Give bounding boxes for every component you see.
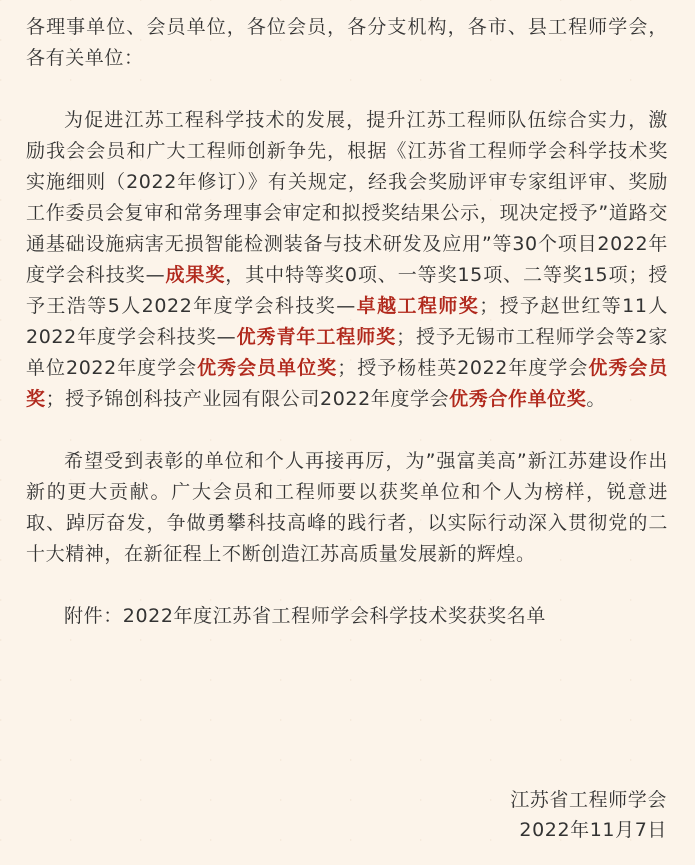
- award-partner-unit: 优秀合作单位奖: [449, 388, 587, 410]
- award-text-1: 为促进江苏工程科学技术的发展，提升江苏工程师队伍综合实力，激励我会会员和广大工程师创新争先，根据《江苏省工程师学会科学技术奖实施细则（2022年修订）》有关规定，经我会奖励评审专家组评审、奖励工作委员会复审和常务理事会审定和拟授奖结果公示，现决定授予”道路交通基础设施病害无损智能检测装备与技术研发及应用”等30个项目2022年度学会科技奖—: [26, 109, 668, 286]
- award-text-7: 。: [586, 388, 606, 410]
- award-text-6: ；授予锦创科技产业园有限公司2022年度学会: [45, 388, 450, 410]
- salutation: 各理事单位、会员单位，各位会员，各分支机构，各市、县工程师学会，各有关单位：: [26, 16, 668, 69]
- award-text-3: ；授予赵世红等11人2022年度学会科技奖—: [26, 295, 668, 348]
- award-excellent-engineer: 卓越工程师奖: [355, 295, 480, 317]
- award-young-engineer: 优秀青年工程师奖: [236, 326, 397, 348]
- award-paragraph: [26, 105, 668, 415]
- hope-paragraph: 希望受到表彰的单位和个人再接再厉，为”强富美高”新江苏建设作出新的更大贡献。广大会员和工程师要以获奖单位和个人为榜样，锐意进取、踔厉奋发，争做勇攀科技高峰的践行者，以实际行动深入贯彻党的二十大精神，在新征程上不断创造江苏高质量发展新的辉煌。: [26, 450, 668, 565]
- award-member-unit: 优秀会员单位奖: [197, 357, 338, 379]
- award-text-5: ；授予杨桂英2022年度学会: [337, 357, 589, 379]
- attachment-line: 附件：2022年度江苏省工程师学会科学技术奖获奖名单: [64, 605, 546, 627]
- award-achievement: 成果奖: [165, 264, 226, 286]
- signature-date: 2022年11月7日: [519, 819, 667, 841]
- award-member: 优秀会员奖: [26, 357, 668, 410]
- award-text-2: ，其中特等奖0项、一等奖15项、二等奖15项；授予王浩等5人2022年度学会科技奖—: [26, 264, 668, 317]
- award-text-4: ；授予无锡市工程师学会等2家单位2022年度学会: [26, 326, 668, 379]
- signature-org: 江苏省工程师学会: [510, 789, 667, 811]
- notice-document: [26, 12, 668, 632]
